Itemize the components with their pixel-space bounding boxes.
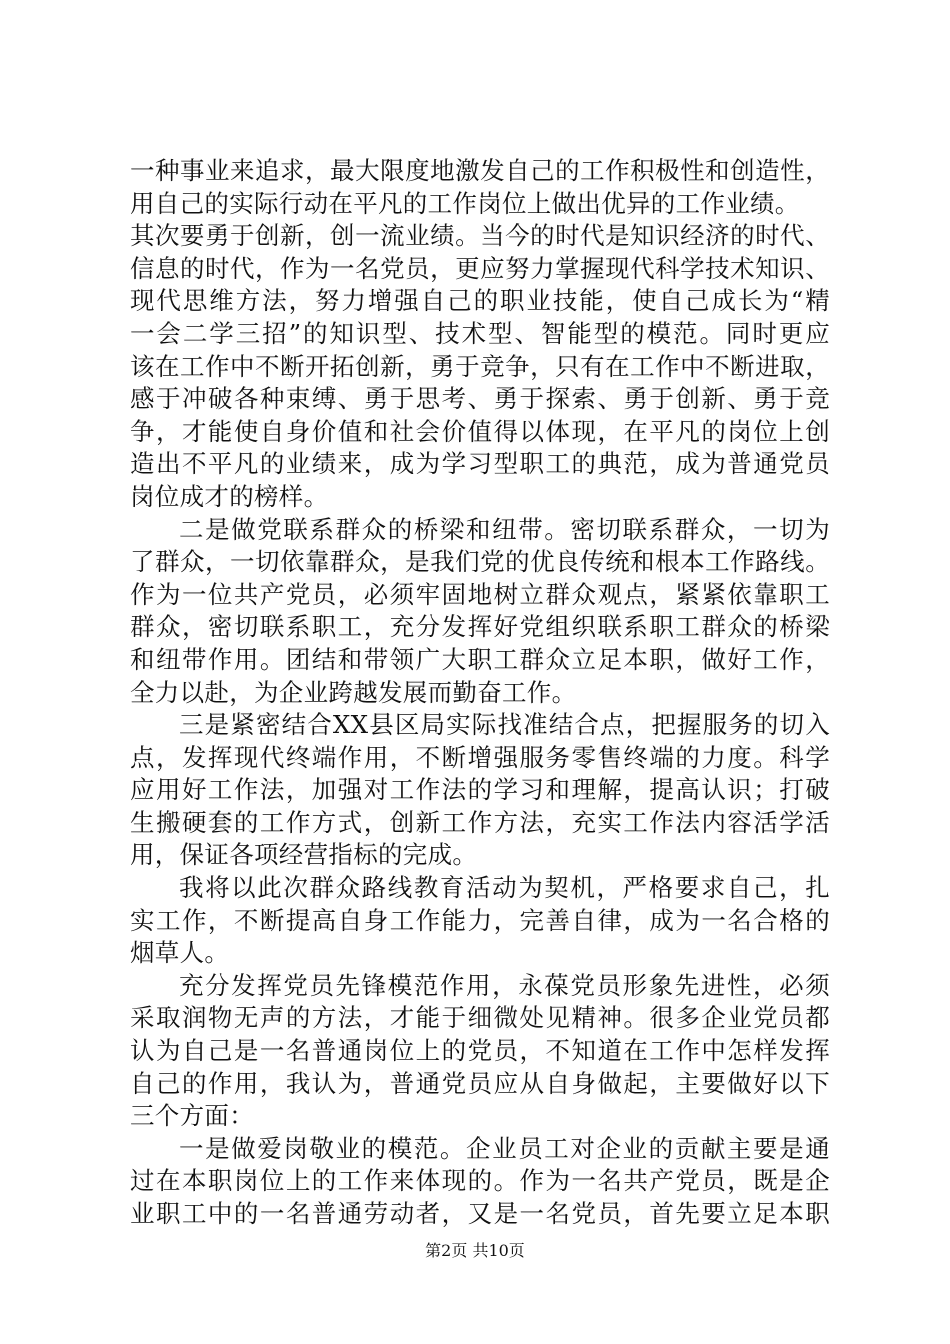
- text-line: 信息的时代，作为一名党员，更应努力掌握现代科学技术知识、: [130, 253, 830, 283]
- text-line: 该在工作中不断开拓创新，勇于竞争，只有在工作中不断进取，: [130, 351, 830, 381]
- text-line: 和纽带作用。团结和带领广大职工群众立足本职，做好工作，: [130, 644, 830, 674]
- text-line: 一种事业来追求，最大限度地激发自己的工作积极性和创造性，: [130, 156, 830, 185]
- text-line: 造出不平凡的业绩来，成为学习型职工的典范，成为普通党员: [130, 449, 830, 479]
- text-line: 全力以赴，为企业跨越发展而勤奋工作。: [130, 677, 577, 707]
- text-line: 用自己的实际行动在平凡的工作岗位上做出优异的工作业绩。: [130, 188, 800, 218]
- text-line: 应用好工作法，加强对工作法的学习和理解，提高认识；打破: [130, 775, 830, 805]
- text-line: 采取润物无声的方法，才能于细微处见精神。很多企业党员都: [130, 1003, 830, 1033]
- text-line: 现代思维方法，努力增强自己的职业技能，使自己成长为“精: [130, 286, 830, 316]
- text-line: 烟草人。: [130, 938, 230, 968]
- text-line: 争，才能使自身价值和社会价值得以体现，在平凡的岗位上创: [130, 416, 830, 446]
- text-line: 自己的作用，我认为，普通党员应从自身做起，主要做好以下: [130, 1068, 830, 1098]
- text-line: 了群众，一切依靠群众，是我们党的优良传统和根本工作路线。: [130, 547, 830, 577]
- document-body: [130, 155, 830, 1231]
- text-line: 一是做爱岗敬业的模范。企业员工对企业的贡献主要是通: [179, 1133, 830, 1163]
- text-line: 群众，密切联系职工，充分发挥好党组织联系职工群众的桥梁: [130, 612, 830, 642]
- text-line: 认为自己是一名普通岗位上的党员，不知道在工作中怎样发挥: [130, 1036, 830, 1066]
- text-line: 实工作，不断提高自身工作能力，完善自律，成为一名合格的: [130, 905, 830, 935]
- text-line: 其次要勇于创新，创一流业绩。当今的时代是知识经济的时代、: [130, 221, 830, 251]
- text-line: 点，发挥现代终端作用，不断增强服务零售终端的力度。科学: [130, 742, 830, 772]
- text-line: 感于冲破各种束缚、勇于思考、勇于探索、勇于创新、勇于竞: [130, 384, 830, 414]
- text-line: 作为一位共产党员，必须牢固地树立群众观点，紧紧依靠职工: [130, 579, 830, 609]
- text-line: 生搬硬套的工作方式，创新工作方法，充实工作法内容活学活: [130, 807, 830, 837]
- page-number-footer: 第2页 共10页: [425, 1241, 525, 1260]
- text-line: 过在本职岗位上的工作来体现的。作为一名共产党员，既是企: [130, 1166, 830, 1196]
- text-line: 三是紧密结合XX县区局实际找准结合点，把握服务的切入: [179, 710, 830, 740]
- text-line: 一会二学三招”的知识型、技术型、智能型的模范。同时更应: [130, 318, 830, 348]
- text-line: 充分发挥党员先锋模范作用，永葆党员形象先进性，必须: [179, 970, 830, 1000]
- text-line: 三个方面：: [130, 1101, 254, 1131]
- text-line: 二是做党联系群众的桥梁和纽带。密切联系群众，一切为: [179, 514, 830, 544]
- text-line: 我将以此次群众路线教育活动为契机，严格要求自己，扎: [179, 873, 830, 903]
- text-line: 业职工中的一名普通劳动者，又是一名党员，首先要立足本职: [130, 1199, 830, 1228]
- text-line: 用，保证各项经营指标的完成。: [130, 840, 478, 870]
- text-line: 岗位成才的榜样。: [130, 481, 329, 511]
